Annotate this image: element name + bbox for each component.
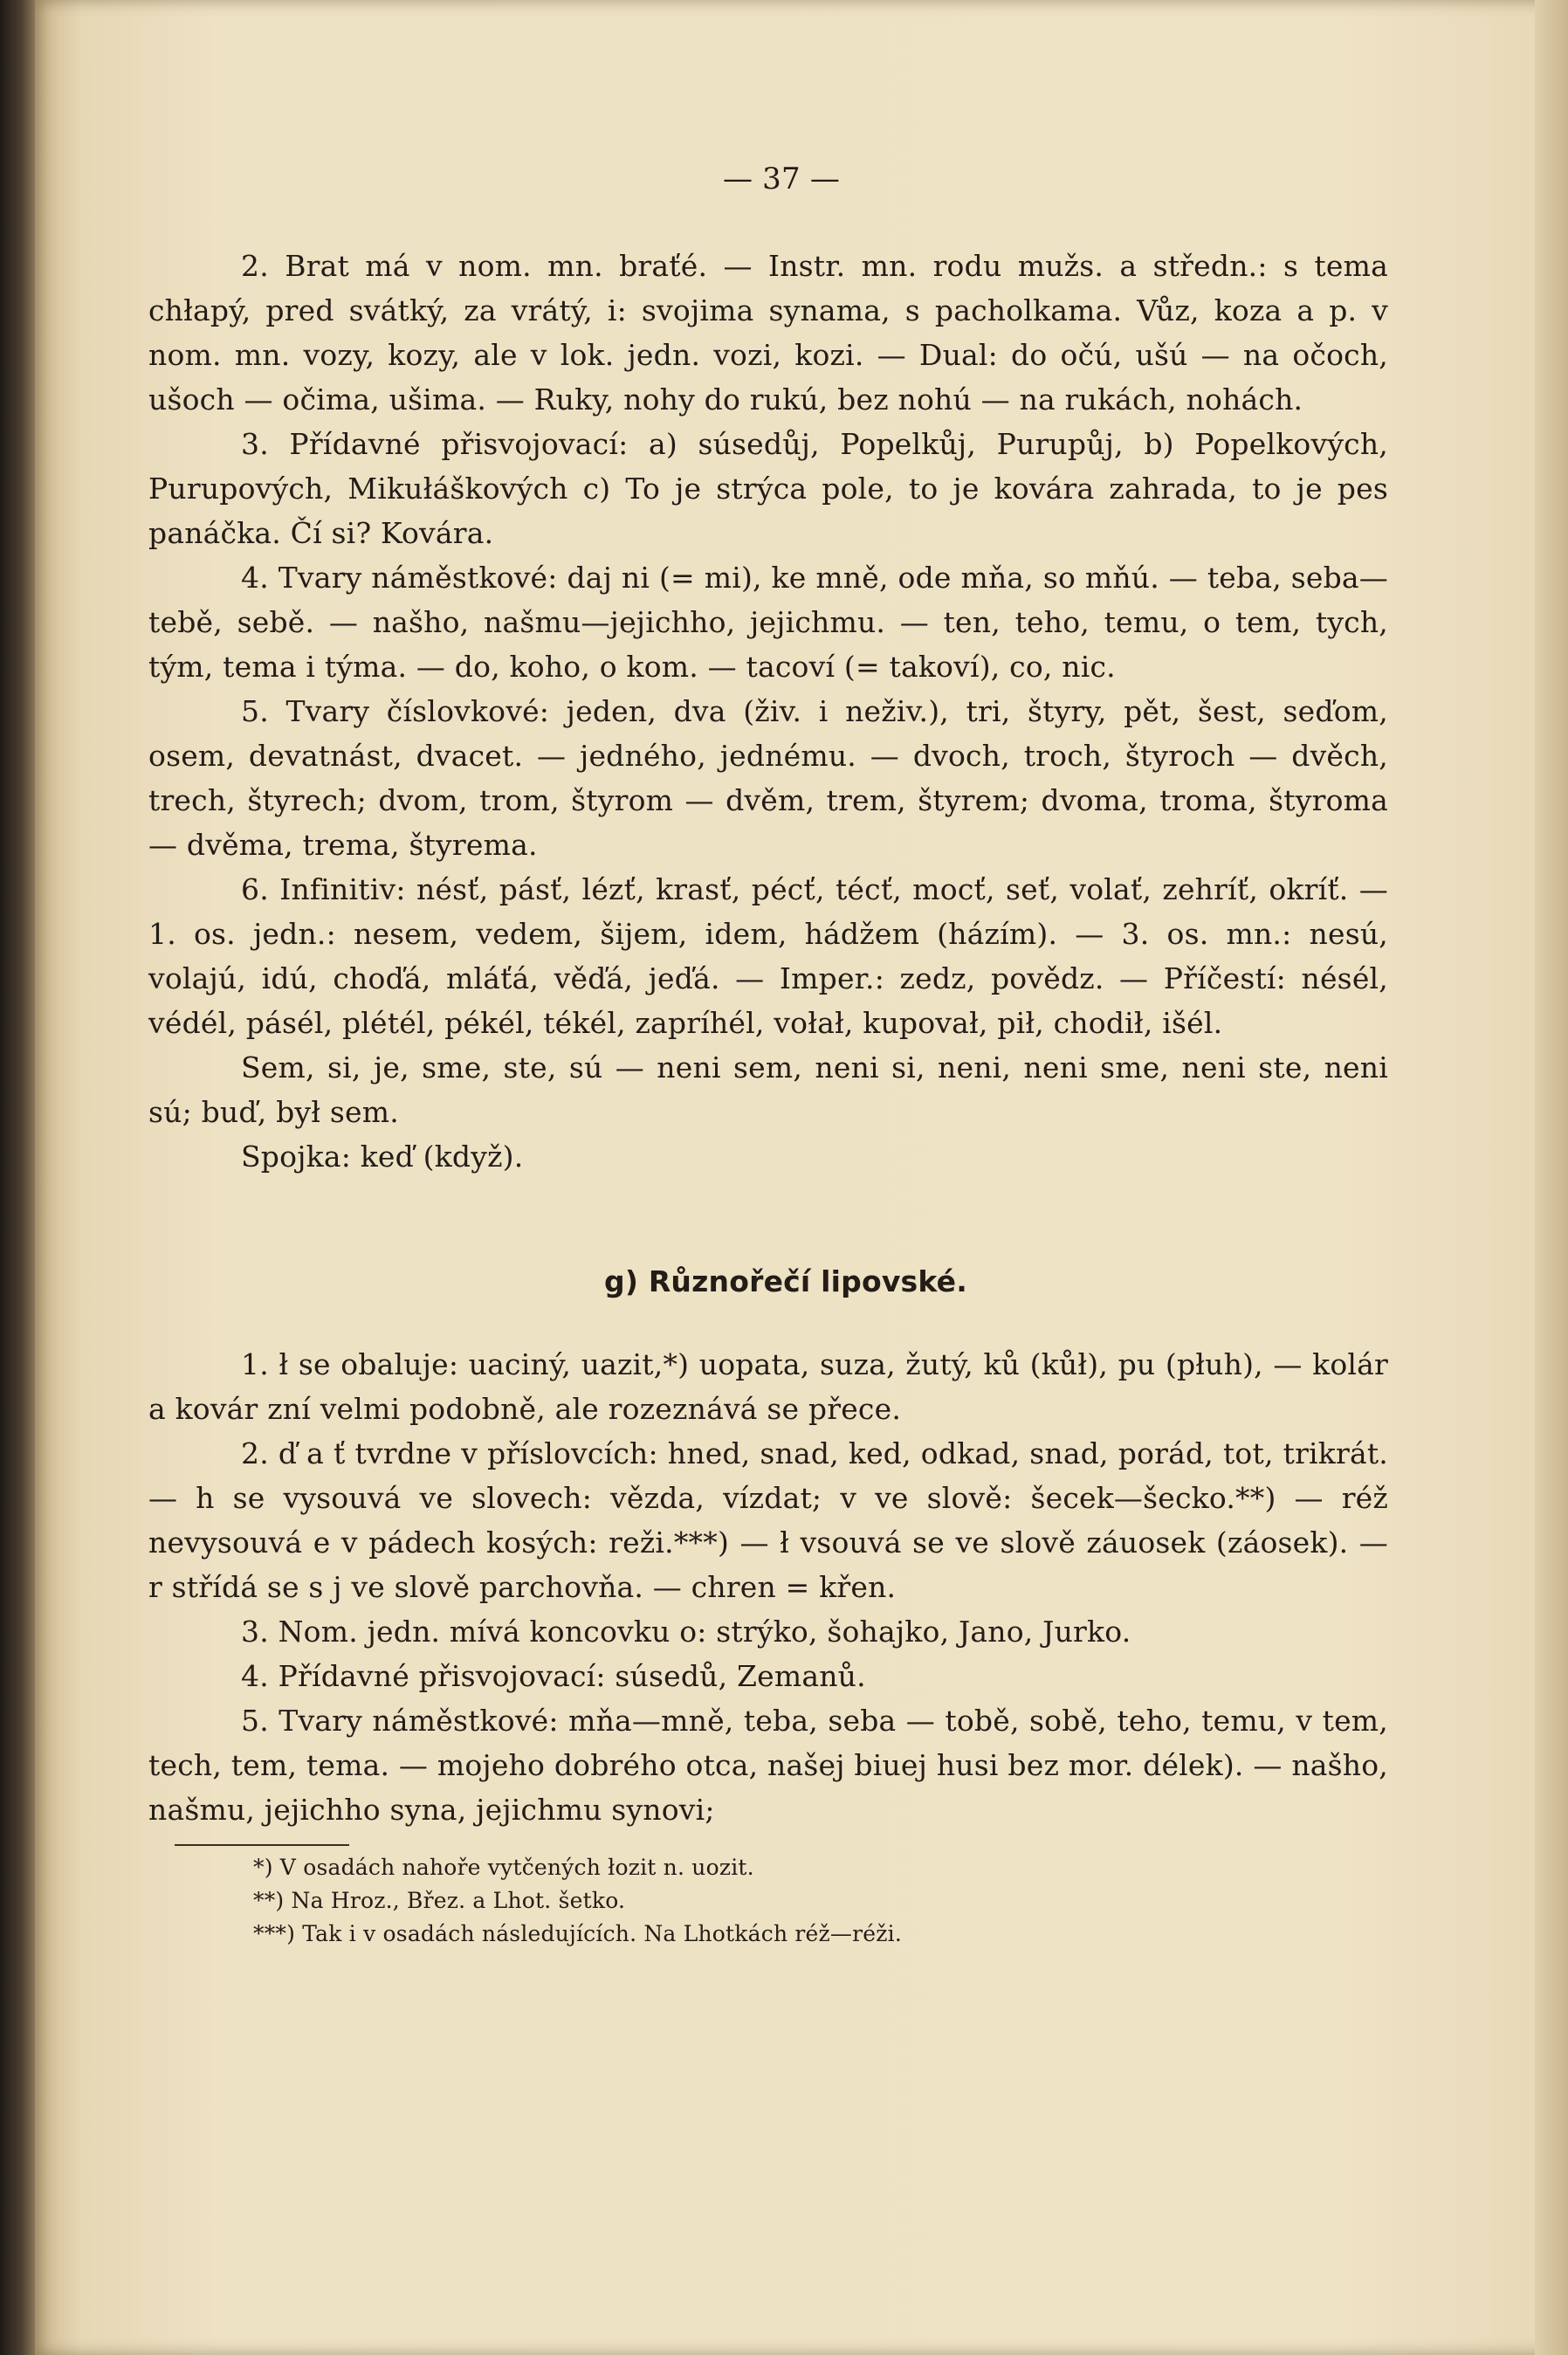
paragraph-3: 3. Přídavné přisvojovací: a) súsedůj, Popelkůj, Purupůj, b) Popelkových, Purupových, Mikułáškových c) To je strýca pole, to je kovára zahrada, to je pes panáčka. Čí si? Kovára.	[148, 427, 1388, 550]
paragraph-sem: Sem, si, je, sme, ste, sú — neni sem, neni si, neni, neni sme, neni ste, neni sú; buď, był sem.	[148, 1050, 1388, 1129]
book-spine	[0, 0, 35, 2355]
paragraph-spojka: Spojka: keď (když).	[241, 1140, 524, 1174]
footnote-2: **) Na Hroz., Břez. a Lhot. šetko.	[253, 1888, 626, 1913]
paragraph-g2: 2. ď a ť tvrdne v příslovcích: hned, snad, ked, odkad, snad, porád, tot, trikrát. — h se vysouvá ve slovech: vězda, vízdat; v ve slově: šecek—šecko.**) — réž nevysouvá e v pádech kosých: reži.***) — ł vsouvá se ve slově záuosek (záosek). — r střídá se s j ve slově parchovňa. — chren = křen.	[148, 1436, 1388, 1604]
section-heading: g) Různořečí lipovské.	[604, 1264, 967, 1298]
footnote-rule	[175, 1844, 349, 1846]
page-number: — 37 —	[722, 162, 841, 196]
paragraph-g5: 5. Tvary náměstkové: mňa—mně, teba, seba — tobě, sobě, teho, temu, v tem, tech, tem, tema. — mojeho dobrého otca, našej biuej husi bez mor. délek). — našho, našmu, jejichho syna, jejichmu synovi;	[148, 1704, 1388, 1827]
paragraph-2: 2. Brat má v nom. mn. braťé. — Instr. mn. rodu mužs. a středn.: s tema chłapý, pred svátký, za vrátý, i: svojima synama, s pacholkama. Vůz, koza a p. v nom. mn. vozy, kozy, ale v lok. jedn. vozi, kozi. — Dual: do očú, ušú — na očoch, ušoch — očima, ušima. — Ruky, nohy do rukú, bez nohú — na rukách, nohách.	[148, 249, 1388, 417]
paragraph-g3: 3. Nom. jedn. mívá koncovku o: strýko, šohajko, Jano, Jurko.	[241, 1615, 1131, 1649]
footnote-3: ***) Tak i v osadách následujících. Na Lhotkách réž—réži.	[253, 1921, 902, 1946]
paragraph-5: 5. Tvary číslovkové: jeden, dva (živ. i neživ.), tri, štyry, pět, šest, seďom, osem, devatnást, dvacet. — jedného, jednému. — dvoch, troch, štyroch — dvěch, trech, štyrech; dvom, trom, štyrom — dvěm, trem, štyrem; dvoma, troma, štyroma — dvěma, trema, štyrema.	[148, 694, 1388, 862]
page-content	[148, 157, 1388, 1951]
paragraph-g4: 4. Přídavné přisvojovací: súsedů, Zemanů.	[241, 1659, 866, 1693]
paragraph-4: 4. Tvary náměstkové: daj ni (= mi), ke mně, ode mňa, so mňú. — teba, seba—tebě, sebě. — našho, našmu—jejichho, jejichmu. — ten, teho, temu, o tem, tych, tým, tema i týma. — do, koho, o kom. — tacoví (= takoví), co, nic.	[148, 561, 1388, 684]
paragraph-g1: 1. ł se obaluje: uaciný, uazit,*) uopata, suza, žutý, ků (kůł), pu (płuh), — kolár a kovár zní velmi podobně, ale rozeznává se přece.	[148, 1347, 1388, 1426]
paragraph-6: 6. Infinitiv: nésť, pásť, lézť, krasť, pécť, técť, mocť, seť, volať, zehríť, okríť. — 1. os. jedn.: nesem, vedem, šijem, idem, hádžem (házím). — 3. os. mn.: nesú, volajú, idú, choďá, mláťá, věďá, jeďá. — Imper.: zedz, povědz. — Příčestí: nésél, védél, pásél, plétél, pékél, tékél, zapríhél, vołał, kupovał, pił, chodił, išél.	[148, 872, 1388, 1040]
footnote-1: *) V osadách nahoře vytčených łozit n. uozit.	[253, 1855, 754, 1880]
book-page	[35, 0, 1568, 2355]
page-edge	[1535, 0, 1568, 2355]
